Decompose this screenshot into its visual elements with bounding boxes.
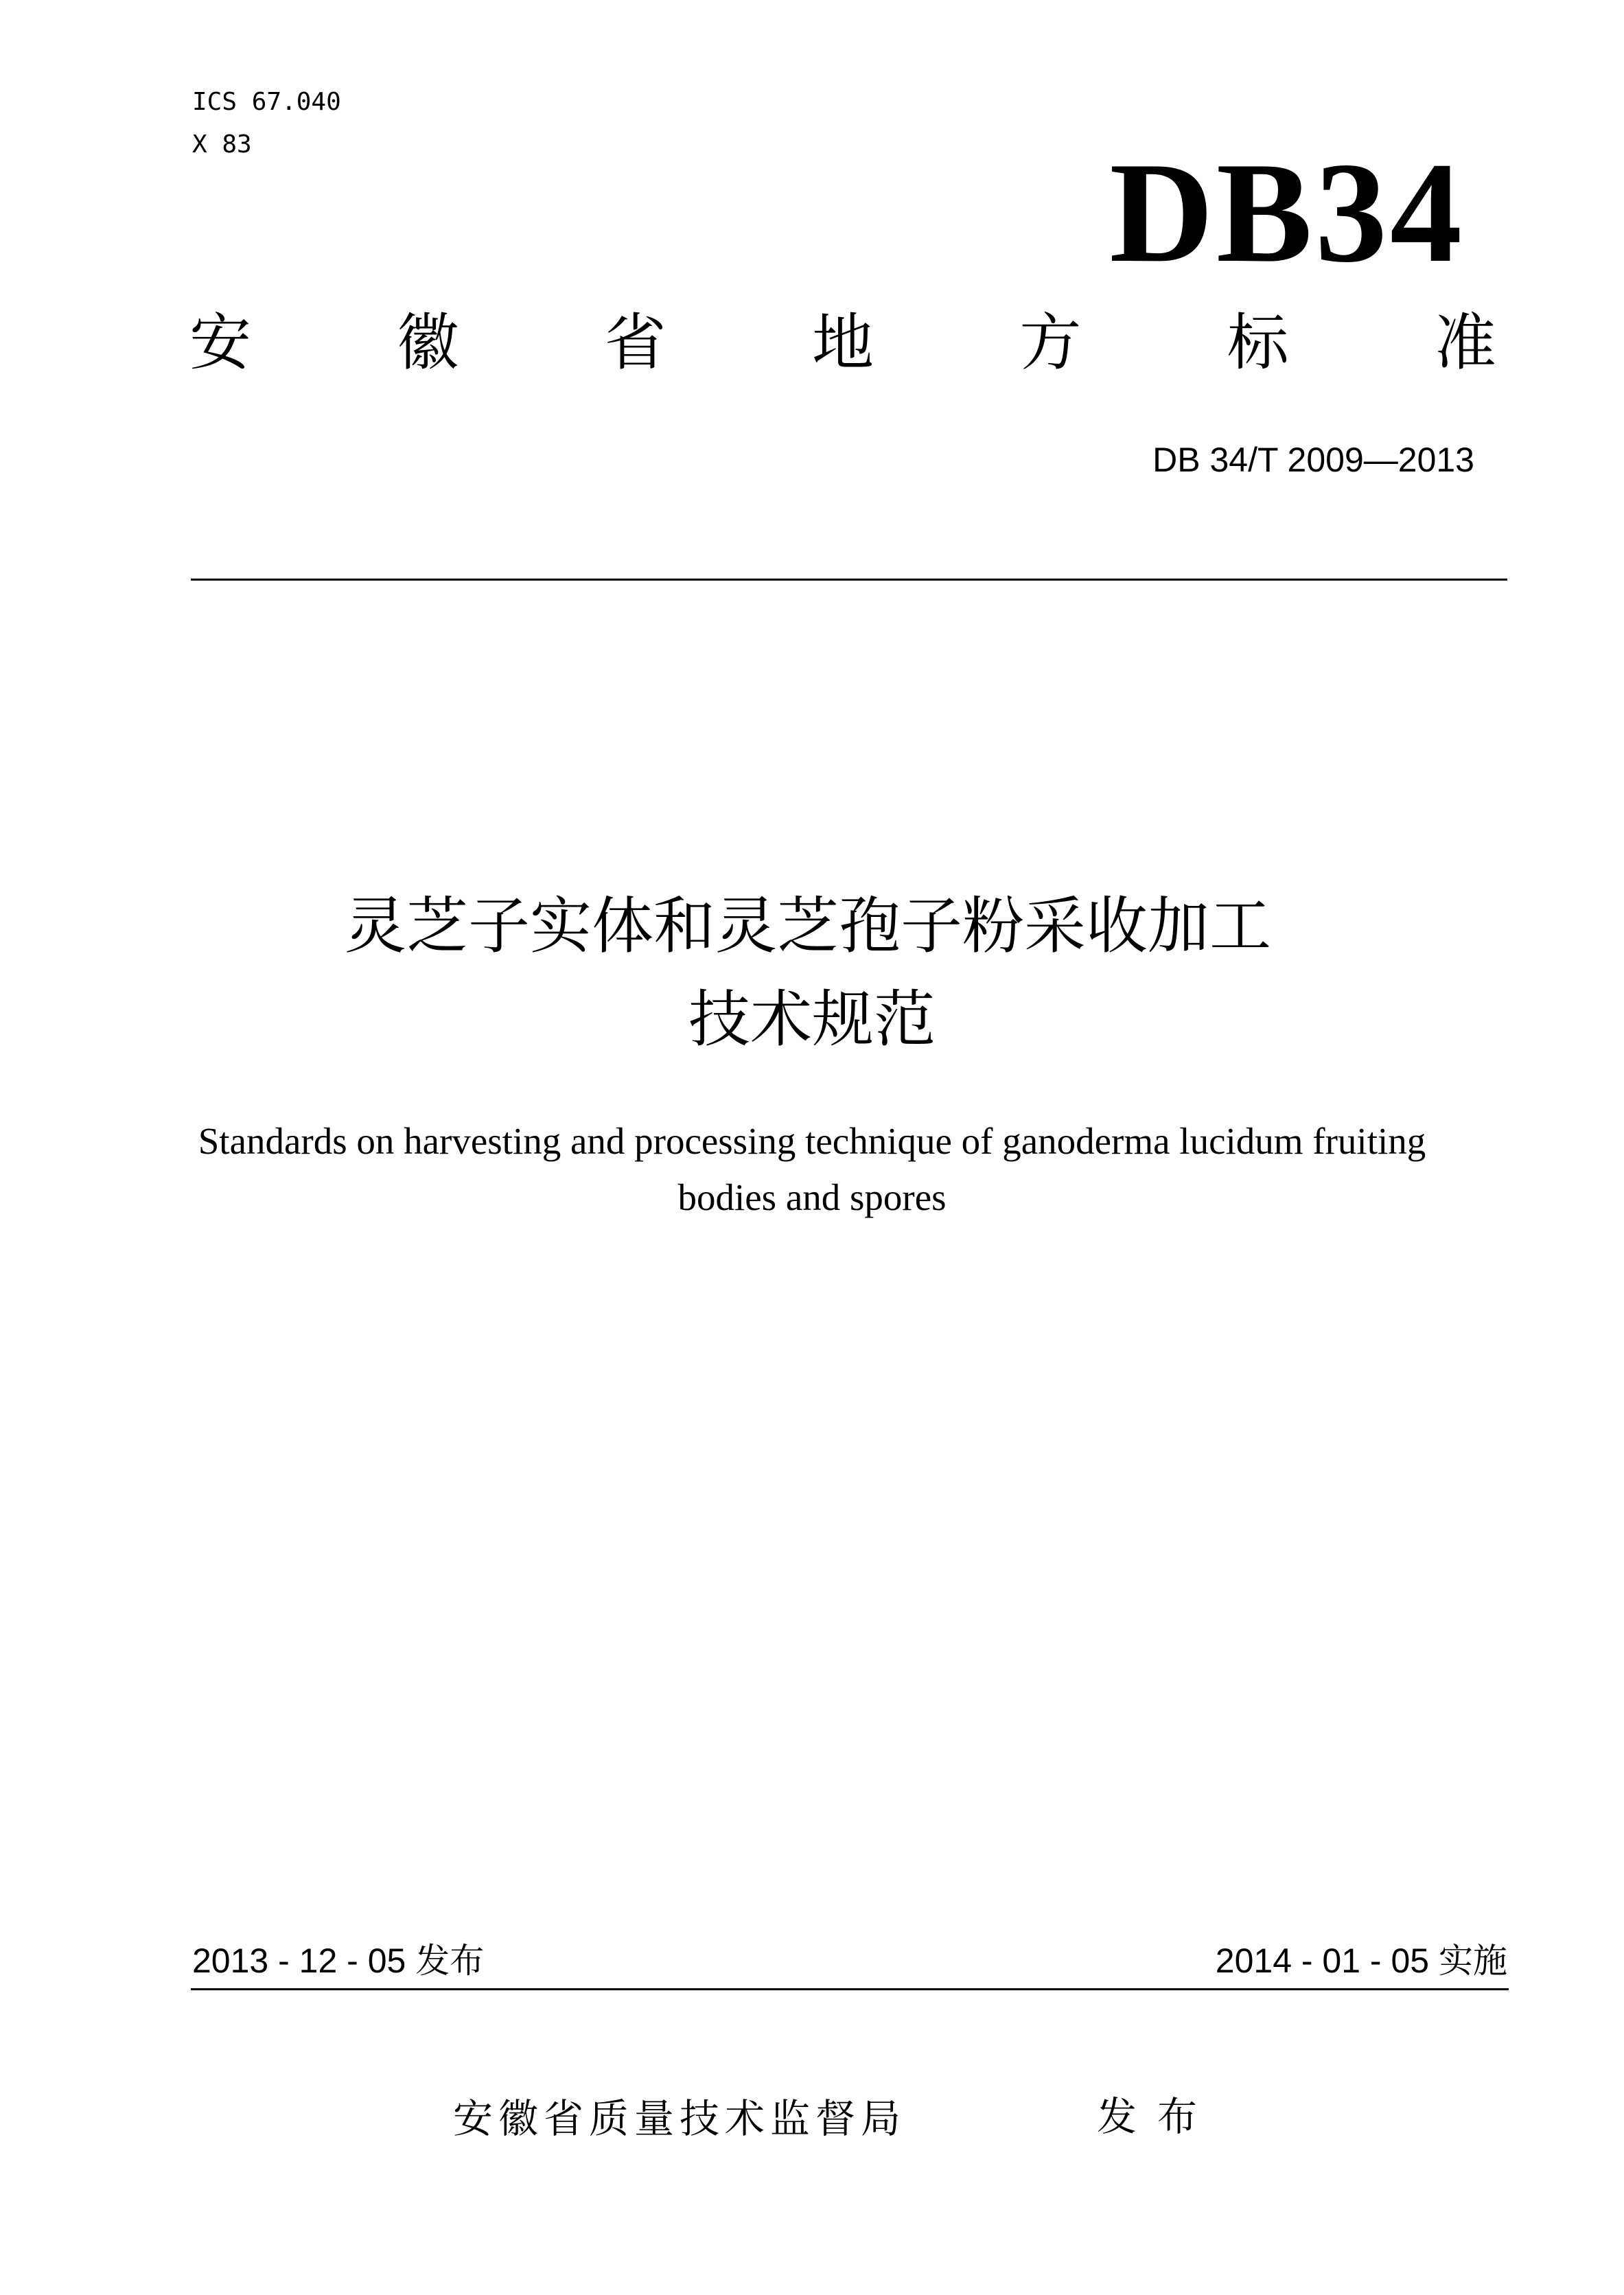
release-label: 发布: [415, 1941, 485, 1981]
release-date: 2013 - 12 - 05: [192, 1942, 406, 1980]
chinese-title-line-1: 灵芝子实体和灵芝孢子粉采收加工: [345, 890, 1271, 962]
standard-type-char: 徽: [397, 307, 459, 379]
footer-divider: [191, 1988, 1509, 1990]
header-divider: [191, 579, 1507, 581]
publish-label: 发布: [1097, 2093, 1218, 2140]
standard-number: DB 34/T 2009—2013: [1152, 441, 1474, 479]
ccs-code: X 83: [192, 130, 252, 159]
db-mark: DB34: [1109, 133, 1465, 292]
english-title-line-1: Standards on harvesting and processing technique of ganoderma lucidum fruiting: [198, 1120, 1426, 1162]
standard-type-char: 方: [1019, 307, 1082, 379]
publisher-name: 安徽省质量技术监督局: [453, 2095, 907, 2142]
chinese-title-line-2: 技术规范: [688, 983, 936, 1056]
english-title: [0, 1113, 1624, 1226]
standard-type-char: 省: [604, 307, 666, 379]
ics-code: ICS 67.040: [192, 88, 341, 116]
implement-date: 2014 - 01 - 05: [1215, 1942, 1430, 1980]
implement-label: 实施: [1439, 1941, 1507, 1981]
standard-type-char: 标: [1227, 307, 1289, 379]
release-date-block: [192, 1941, 485, 1981]
standard-type-heading: [189, 307, 1496, 379]
standard-type-char: 安: [189, 307, 251, 379]
chinese-title: [0, 880, 1624, 1067]
classification-codes: [192, 81, 341, 166]
implement-date-block: [1215, 1941, 1507, 1981]
standard-type-char: 地: [811, 307, 874, 379]
standard-type-char: 准: [1434, 307, 1496, 379]
english-title-line-2: bodies and spores: [677, 1176, 947, 1218]
